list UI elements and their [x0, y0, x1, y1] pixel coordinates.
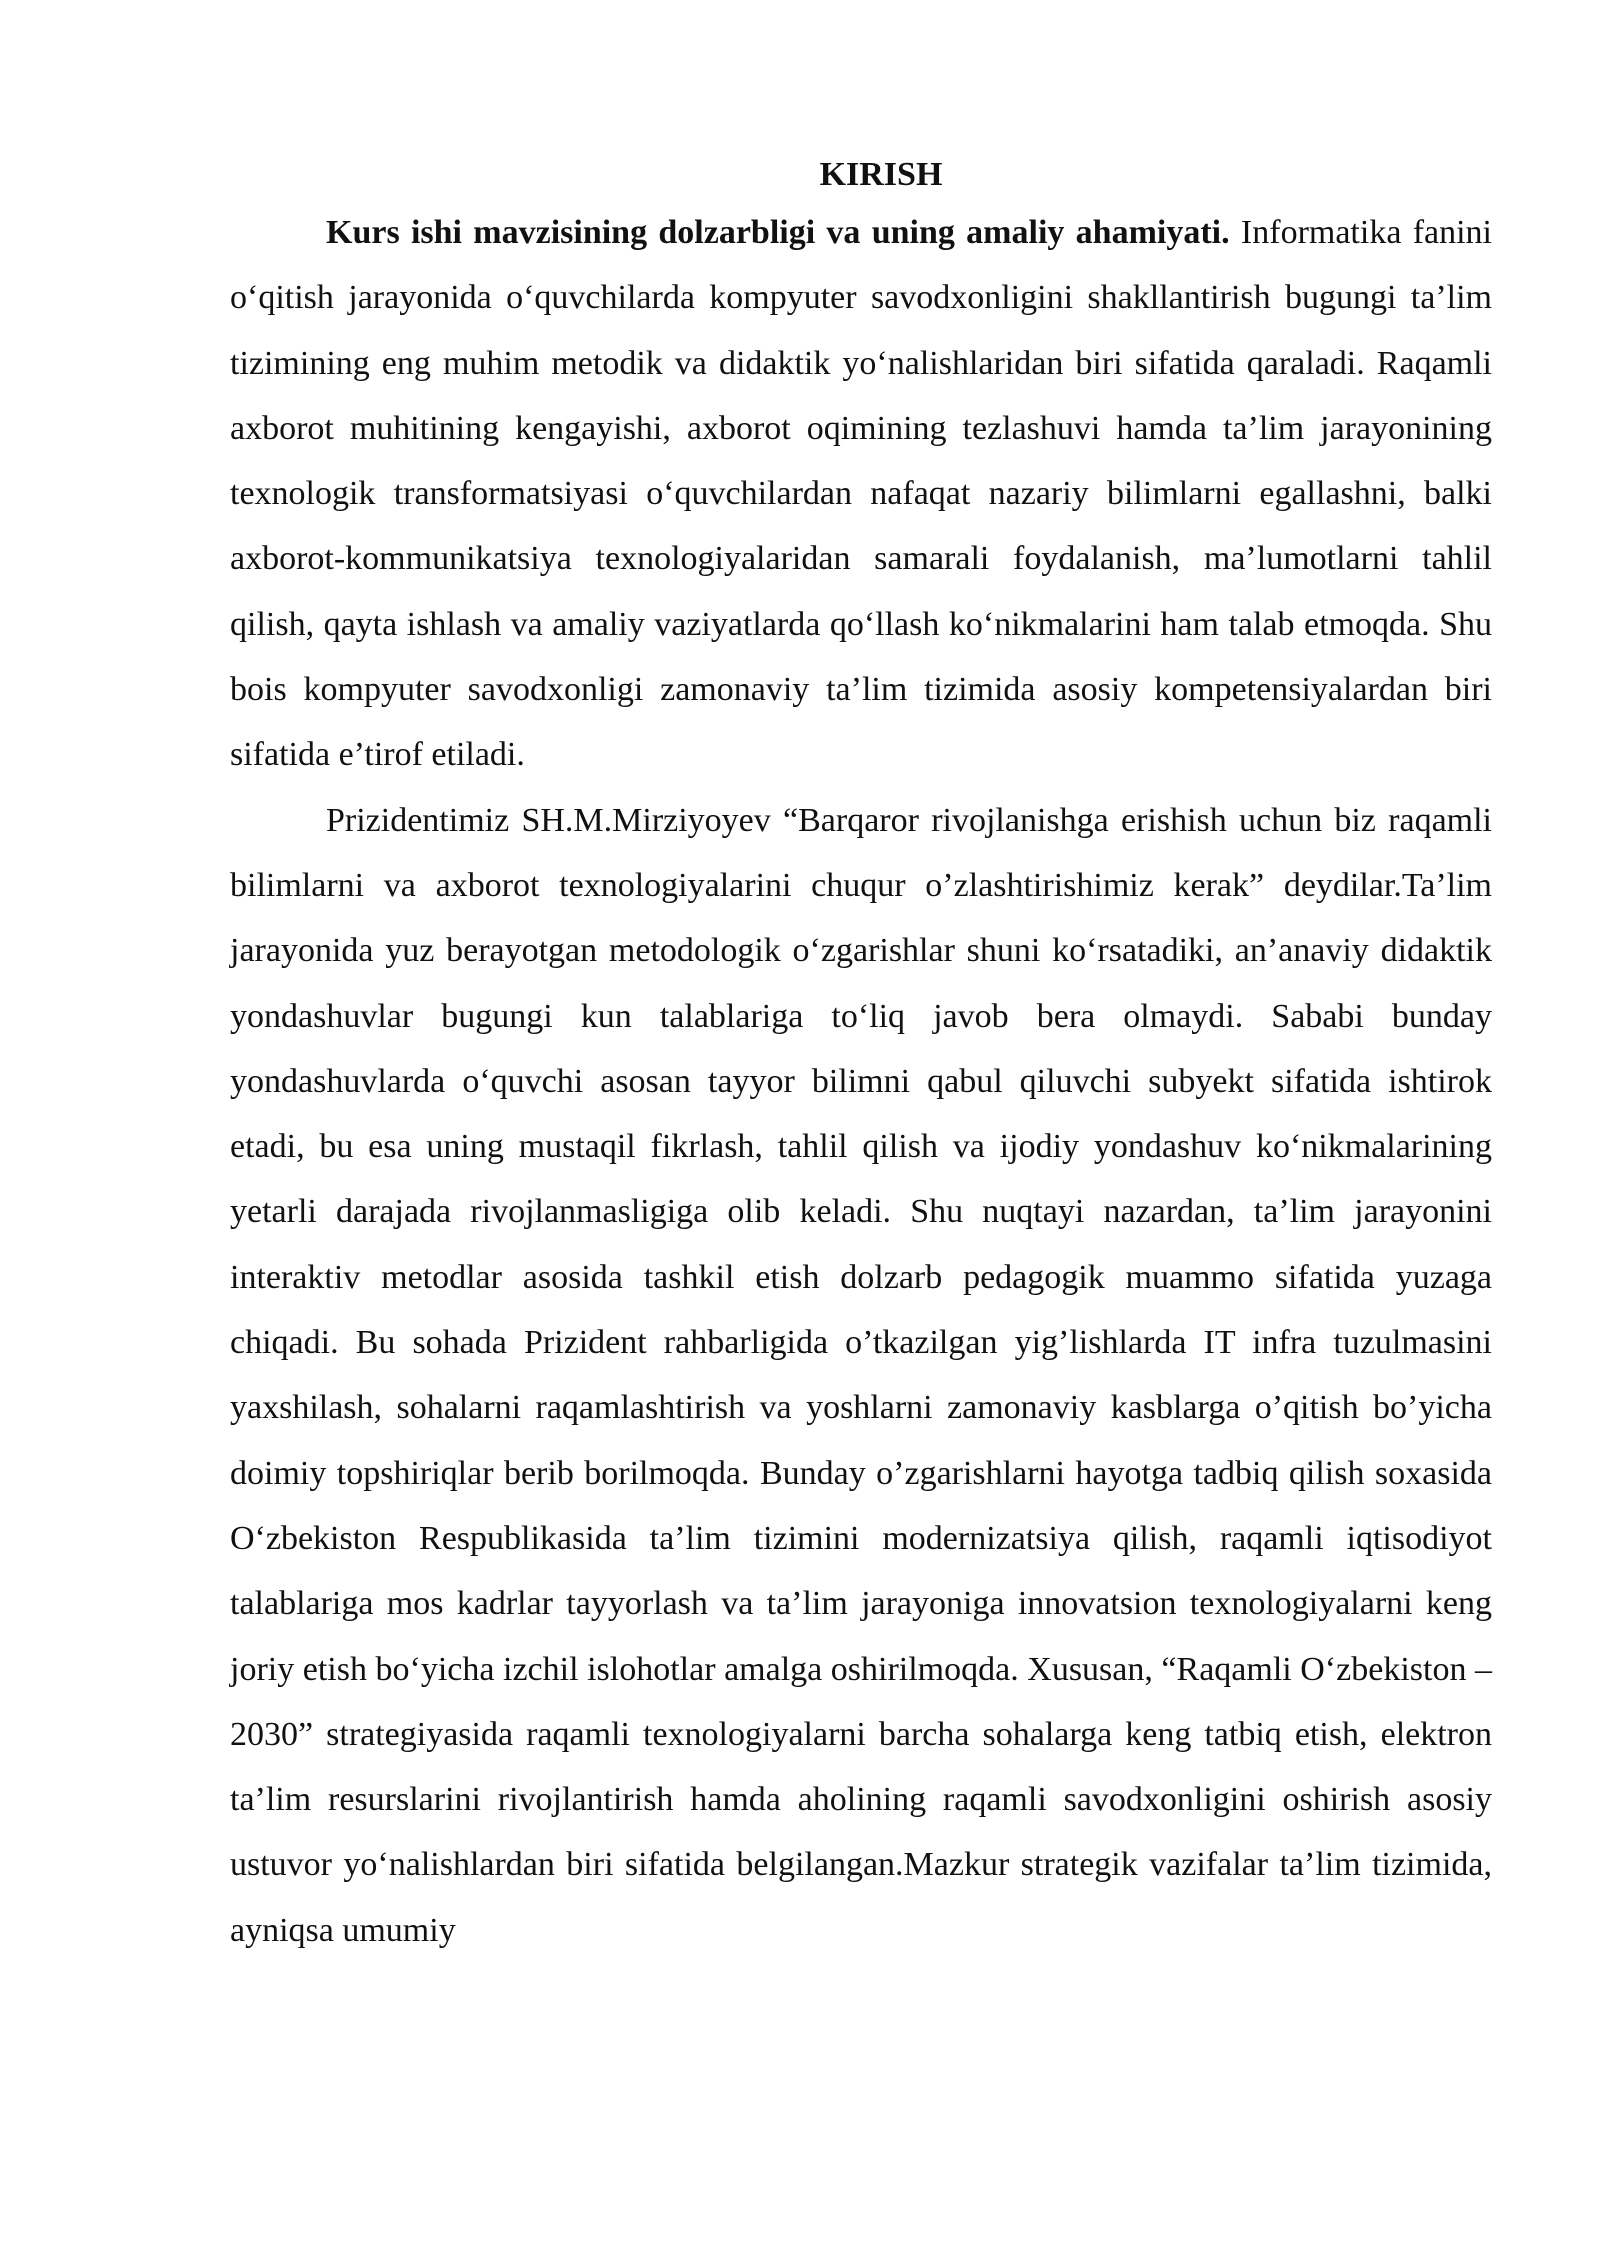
paragraph-text: Informatika fanini o‘qitish jarayonida o‘quvchilarda kompyuter savodxonligini shakllantirish bugungi ta’lim tizimining eng muhim metodik va didaktik yo‘nalishlaridan biri sifatida qaraladi. Raqamli axborot muhitining kengayishi, axborot oqimining tezlashuvi hamda ta’lim jarayonining texnologik transformatsiyasi o‘quvchilardan nafaqat nazariy bilimlarni egallashni, balki axborot-kommunikatsiya texnologiyalaridan samarali foydalanish, ma’lumotlarni tahlil qilish, qayta ishlash va amaliy vaziyatlarda qo‘llash ko‘nikmalarini ham talab etmoqda. Shu bois kompyuter savodxonligi zamonaviy ta’lim tizimida asosiy kompetensiyalardan biri sifatida e’tirof etiladi. [230, 214, 1493, 774]
page-title: KIRISH [819, 156, 943, 193]
paragraph-lead: Kurs ishi mavzisining dolzarbligi va uning amaliy ahamiyati. [326, 214, 1230, 251]
document-page [230, 150, 1492, 1963]
paragraph-text: Prizidentimiz SH.M.Mirziyoyev “Barqaror rivojlanishga erishish uchun biz raqamli bilimlarni va axborot texnologiyalarini chuqur o’zlashtirishimiz kerak” deydilar.Ta’lim jarayonida yuz berayotgan metodologik o‘zgarishlar shuni ko‘rsatadiki, an’anaviy didaktik yondashuvlar bugungi kun talablariga to‘liq javob bera olmaydi. Sababi bunday yondashuvlarda o‘quvchi asosan tayyor bilimni qabul qiluvchi subyekt sifatida ishtirok etadi, bu esa uning mustaqil fikrlash, tahlil qilish va ijodiy yondashuv ko‘nikmalarining yetarli darajada rivojlanmasligiga olib keladi. Shu nuqtayi nazardan, ta’lim jarayonini interaktiv metodlar asosida tashkil etish dolzarb pedagogik muammo sifatida yuzaga chiqadi. Bu sohada Prizident rahbarligida o’tkazilgan yig’lishlarda IT infra tuzulmasini yaxshilash, sohalarni raqamlashtirish va yoshlarni zamonaviy kasblarga o’qitish bo’yicha doimiy topshiriqlar berib borilmoqda. Bunday o’zgarishlarni hayotga tadbiq qilish soxasida O‘zbekiston Respublikasida ta’lim tizimini modernizatsiya qilish, raqamli iqtisodiyot talablariga mos kadrlar tayyorlash va ta’lim jarayoniga innovatsion texnologiyalarni keng joriy etish bo‘yicha izchil islohotlar amalga oshirilmoqda. Xususan, “Raqamli O‘zbekiston – 2030” strategiyasida raqamli texnologiyalarni barcha sohalarga keng tatbiq etish, elektron ta’lim resurslarini rivojlantirish hamda aholining raqamli savodxonligini oshirish asosiy ustuvor yo‘nalishlardan biri sifatida belgilangan.Mazkur strategik vazifalar ta’lim tizimida, ayniqsa umumiy [230, 801, 1492, 1949]
paragraph-relevance [230, 200, 1492, 788]
paragraph-president [230, 788, 1492, 1963]
